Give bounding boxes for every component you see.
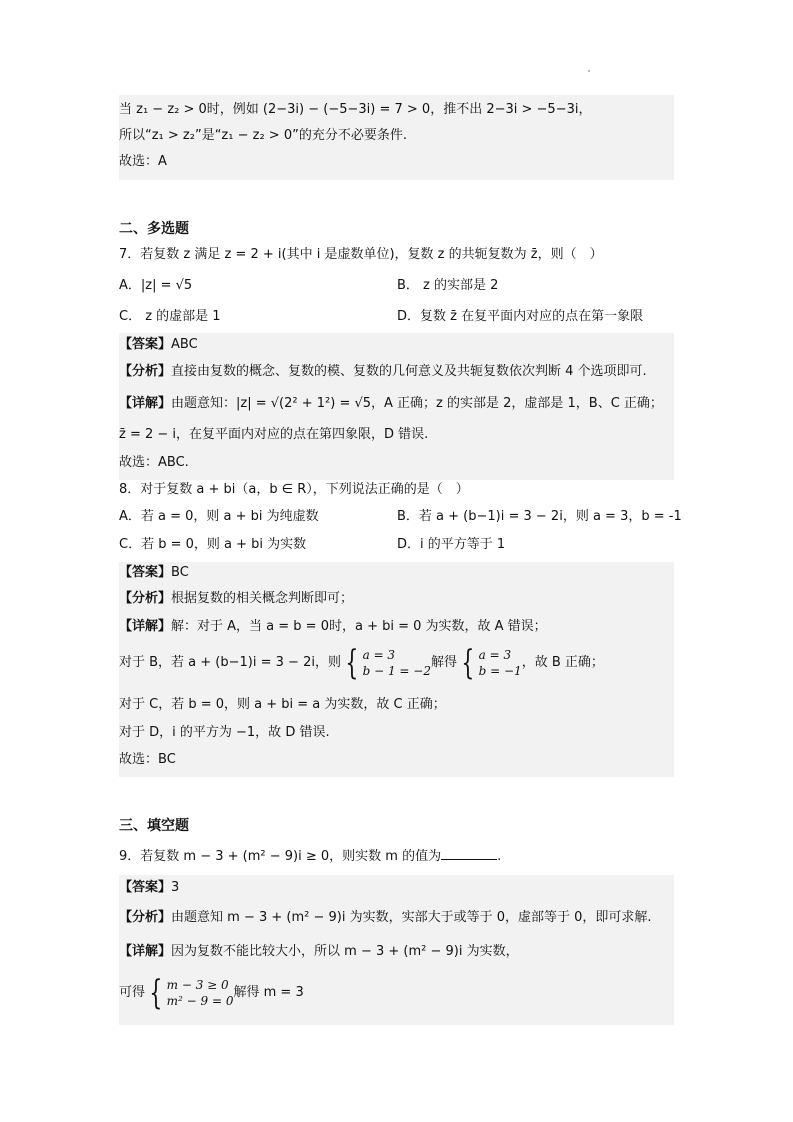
solution-line: 所以“z₁ > z₂”是“z₁ − z₂ > 0”的充分不必要条件. — [119, 128, 407, 143]
section-title: 三、填空题 — [119, 818, 189, 834]
option-c: C．若 b = 0，则 a + bi 为实数 — [119, 537, 307, 552]
equation-row: m − 3 ≥ 0 — [166, 978, 229, 992]
answer-line — [119, 564, 189, 582]
question-stem: 7．若复数 z 满足 z = 2 + i(其中 i 是虚数单位)，复数 z 的共轭复数为 z̄，则（ ） — [119, 247, 603, 262]
detail-text: 解得 m = 3 — [233, 985, 304, 1000]
detail-line — [119, 643, 604, 683]
option-b: B． z 的实部是 2 — [397, 278, 499, 293]
left-brace: { — [345, 643, 359, 683]
analysis-tag: 【分析】 — [119, 364, 172, 379]
option-d: D．复数 z̄ 在复平面内对应的点在第一象限 — [397, 309, 644, 324]
solution-line: 当 z₁ − z₂ > 0时，例如 (2−3i) − (−5−3i) = 7 > 0，推不出 2−3i > −5−3i， — [119, 102, 592, 117]
equation-system — [457, 643, 522, 683]
solution-choice: 故选：A — [119, 154, 167, 169]
detail-tag: 【详解】 — [119, 944, 172, 959]
equation-system — [341, 643, 431, 683]
question-stem: 8．对于复数 a + bi（a，b ∈ R），下列说法正确的是（ ） — [119, 482, 469, 497]
detail-text: 解：对于 A，当 a = b = 0时，a + bi = 0 为实数，故 A 错误； — [171, 619, 547, 634]
equation-row: m² − 9 = 0 — [166, 994, 234, 1008]
answer-value: 3 — [171, 880, 180, 895]
analysis-tag: 【分析】 — [119, 910, 172, 925]
analysis-line — [119, 363, 647, 381]
detail-line: 对于 C，若 b = 0，则 a + bi = a 为实数，故 C 正确； — [119, 697, 446, 712]
detail-text: 对于 B，若 a + (b−1)i = 3 − 2i，则 — [119, 655, 341, 670]
solution-choice: 故选：BC — [119, 752, 176, 767]
left-brace: { — [461, 643, 475, 683]
question-text: 9．若复数 m − 3 + (m² − 9)i ≥ 0，则实数 m 的值为 — [119, 849, 442, 864]
question-stem — [119, 847, 501, 866]
equation-row: b − 1 = −2 — [362, 664, 431, 678]
detail-line — [119, 943, 519, 961]
detail-line — [119, 395, 663, 413]
equation-row: a = 3 — [362, 648, 396, 662]
page-mark — [588, 70, 590, 72]
analysis-text: 由题意知 m − 3 + (m² − 9)i 为实数，实部大于或等于 0，虚部等于 0，即可求解. — [171, 910, 652, 925]
detail-tag: 【详解】 — [119, 396, 172, 411]
section-title: 二、多选题 — [119, 221, 189, 237]
answer-blank — [441, 847, 497, 860]
answer-line — [119, 336, 198, 354]
option-b: B．若 a + (b−1)i = 3 − 2i，则 a = 3，b = -1 — [397, 509, 682, 524]
answer-tag: 【答案】 — [119, 337, 172, 352]
answer-value: BC — [171, 565, 189, 580]
equation-row: b = −1 — [478, 664, 522, 678]
equation-system — [145, 973, 234, 1013]
detail-text: ，故 B 正确； — [521, 655, 604, 670]
answer-value: ABC — [171, 337, 198, 352]
detail-line: 对于 D，i 的平方为 −1，故 D 错误. — [119, 725, 330, 740]
analysis-tag: 【分析】 — [119, 591, 172, 606]
detail-text: 由题意知：|z| = √(2² + 1²) = √5，A 正确；z 的实部是 2，虚部是 1，B、C 正确； — [171, 396, 663, 411]
equation-row: a = 3 — [478, 648, 512, 662]
question-end: . — [497, 849, 502, 864]
answer-tag: 【答案】 — [119, 880, 172, 895]
option-d: D．i 的平方等于 1 — [397, 537, 506, 552]
analysis-text: 根据复数的相关概念判断即可； — [171, 591, 354, 606]
left-brace: { — [149, 973, 163, 1013]
detail-line: z̄ = 2 − i，在复平面内对应的点在第四象限，D 错误. — [119, 427, 429, 442]
analysis-line — [119, 909, 652, 927]
option-a: A．|z| = √5 — [119, 278, 193, 293]
analysis-text: 直接由复数的概念、复数的模、复数的几何意义及共轭复数依次判断 4 个选项即可. — [171, 364, 647, 379]
detail-line — [119, 618, 547, 636]
solution-choice: 故选：ABC. — [119, 455, 189, 470]
detail-text: 解得 — [430, 655, 457, 670]
answer-line — [119, 879, 179, 897]
detail-text: 因为复数不能比较大小，所以 m − 3 + (m² − 9)i 为实数， — [171, 944, 519, 959]
option-c: C． z 的虚部是 1 — [119, 309, 221, 324]
detail-line — [119, 973, 304, 1013]
detail-tag: 【详解】 — [119, 619, 172, 634]
option-a: A．若 a = 0，则 a + bi 为纯虚数 — [119, 509, 319, 524]
analysis-line — [119, 590, 353, 608]
detail-text: 可得 — [119, 985, 146, 1000]
answer-tag: 【答案】 — [119, 565, 172, 580]
